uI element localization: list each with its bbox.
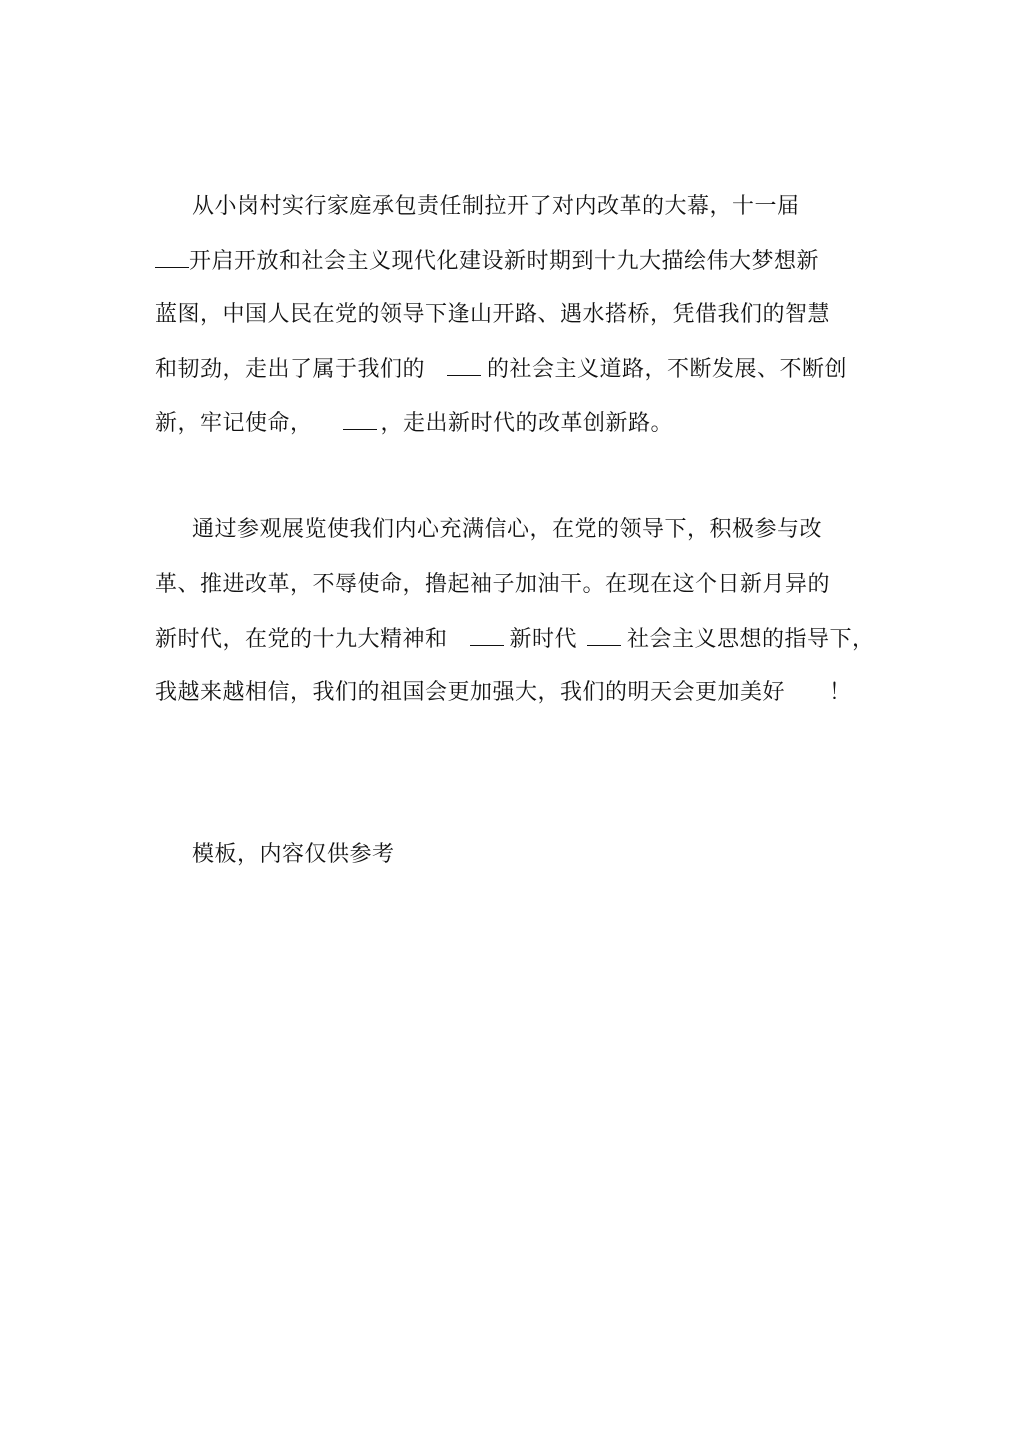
p1-line-5-text-a: 新，牢记使命， [155,411,313,436]
p1-line-3-text: 蓝图，中国人民在党的领导下逢山开路、遇水搭桥，凭借我们的智慧 [155,302,831,327]
p1-line-1-text: 从小岗村实行家庭承包责任制拉开了对内改革的大幕，十一届 [192,194,800,219]
p1-line-2 [155,247,819,276]
p2-line-4-exclamation: ！ [829,680,852,705]
fill-blank [343,409,377,430]
p1-line-4-text-b: 的社会主义道路，不断发展、不断创 [487,357,848,382]
p2-line-4-text: 我越来越相信，我们的祖国会更加强大，我们的明天会更加美好 [155,680,786,705]
fill-blank [470,625,504,646]
p2-line-1 [192,516,822,544]
fill-blank [155,247,189,268]
p1-line-4 [155,355,847,384]
template-note-text: 模板，内容仅供参考 [192,842,395,867]
p2-line-4 [155,679,852,707]
p2-line-1-text: 通过参观展览使我们内心充满信心，在党的领导下，积极参与改 [192,517,823,542]
p2-line-3-text-c: 社会主义思想的指导下， [627,627,875,652]
p2-line-3-text-a: 新时代，在党的十九大精神和 [155,627,448,652]
p2-line-3 [155,625,875,654]
p1-line-3 [155,301,830,329]
p2-line-3-text-b: 新时代 [509,627,578,652]
template-note [192,841,395,869]
p1-line-2-text: 开启开放和社会主义现代化建设新时期到十九大描绘伟大梦想新 [189,249,820,274]
p1-line-1 [192,193,800,221]
p1-line-5-text-b: ，走出新时代的改革创新路。 [380,411,674,436]
p2-line-2-text: 革、推进改革，不辱使命，撸起袖子加油干。在现在这个日新月异的 [155,572,831,597]
fill-blank [447,355,481,376]
fill-blank [587,625,621,646]
p1-line-5 [155,409,673,438]
p1-line-4-text-a: 和韧劲，走出了属于我们的 [155,357,426,382]
p2-line-2 [155,571,830,599]
